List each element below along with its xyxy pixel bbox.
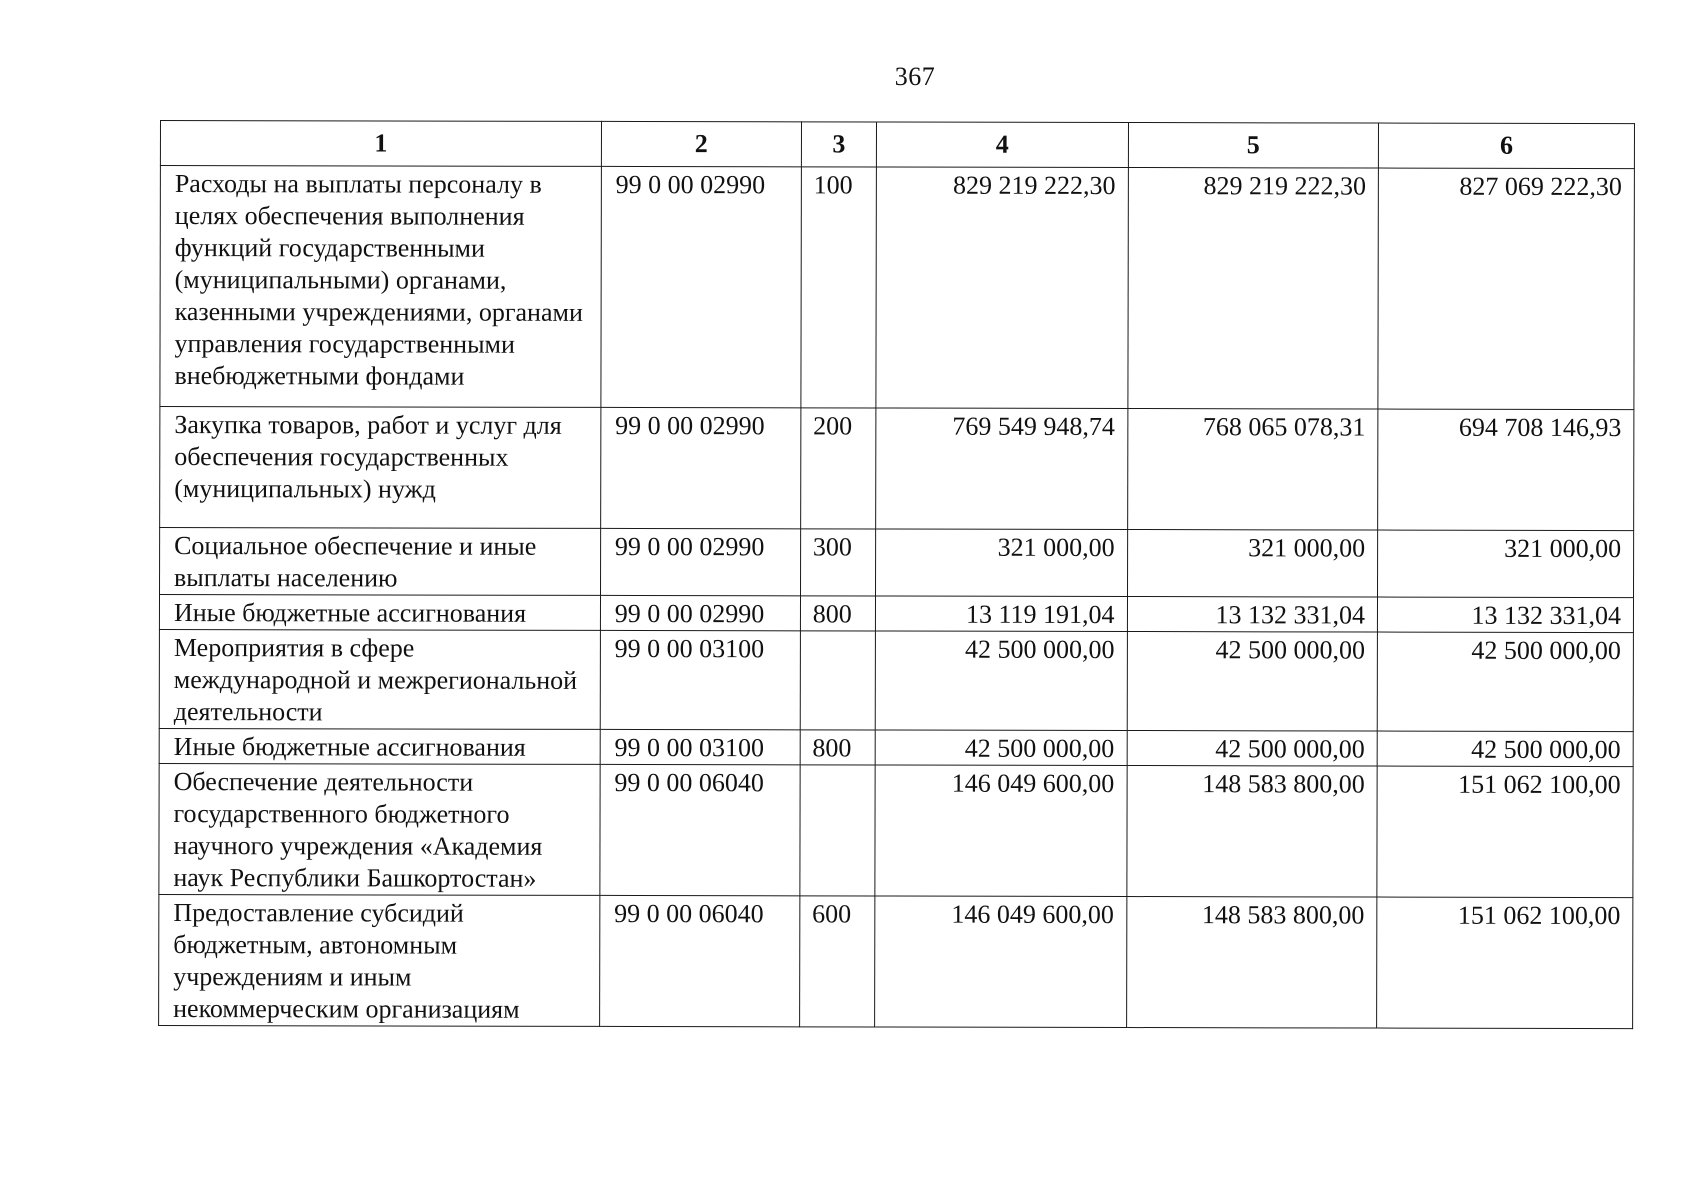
row-amount-1: 321 000,00 [876,529,1128,597]
row-name: Расходы на выплаты персоналу в целях обеспечения выполнения функций государственными (муниципальными) органами, казенными учреждениями, органами управления государственными внебюджетными фондами [160,166,601,408]
row-name: Предоставление субсидий бюджетным, автономным учреждениям и иным некоммерческим организациям [159,894,600,1026]
table-row [160,407,1634,531]
row-amount-2: 148 583 800,00 [1126,897,1377,1029]
row-type [800,631,875,730]
row-amount-1: 146 049 600,00 [875,765,1127,897]
row-amount-1: 42 500 000,00 [875,631,1127,731]
row-code: 99 0 00 03100 [600,630,800,729]
row-amount-2: 829 219 222,30 [1127,168,1378,410]
row-name: Иные бюджетные ассигнования [159,728,600,764]
table-row [159,728,1633,766]
row-type: 600 [799,896,875,1027]
header-col-5: 5 [1128,123,1379,169]
header-col-3: 3 [801,122,876,167]
row-amount-3: 151 062 100,00 [1377,766,1633,898]
row-amount-3: 321 000,00 [1378,530,1634,598]
row-code: 99 0 00 06040 [600,764,800,895]
table-row [160,166,1635,410]
page-number: 367 [894,62,936,91]
row-amount-1: 769 549 948,74 [876,408,1128,530]
row-amount-2: 148 583 800,00 [1126,766,1377,898]
header-col-1: 1 [160,121,601,167]
row-amount-2: 42 500 000,00 [1127,731,1378,767]
row-amount-2: 768 065 078,31 [1127,409,1378,531]
row-code: 99 0 00 02990 [600,407,800,528]
row-amount-2: 321 000,00 [1127,530,1378,598]
row-amount-3: 13 132 331,04 [1378,597,1634,633]
row-type [800,765,876,896]
header-col-4: 4 [876,122,1128,168]
row-amount-1: 829 219 222,30 [876,167,1128,409]
row-code: 99 0 00 03100 [600,729,800,764]
row-amount-3: 151 062 100,00 [1377,897,1633,1029]
row-amount-3: 827 069 222,30 [1378,168,1634,410]
table-row [159,763,1633,897]
header-col-6: 6 [1378,123,1634,169]
row-type: 800 [800,596,875,631]
header-row [160,121,1634,169]
table-row [159,595,1633,633]
row-code: 99 0 00 02990 [600,595,800,630]
table-row [160,528,1634,598]
row-name: Закупка товаров, работ и услуг для обеспечения государственных (муниципальных) нужд [160,407,601,529]
row-amount-3: 42 500 000,00 [1377,632,1633,732]
row-amount-1: 42 500 000,00 [875,730,1127,766]
row-type: 300 [800,529,875,596]
row-name: Социальное обеспечение и иные выплаты населению [160,528,601,596]
row-amount-2: 13 132 331,04 [1127,597,1378,633]
table-row [159,629,1633,731]
row-code: 99 0 00 02990 [600,528,800,595]
row-code: 99 0 00 02990 [601,166,801,407]
row-amount-1: 146 049 600,00 [875,896,1127,1028]
row-amount-1: 13 119 191,04 [875,596,1127,632]
row-code: 99 0 00 06040 [599,895,799,1026]
budget-table [158,120,1635,1029]
table-row [159,894,1633,1028]
row-type: 800 [800,730,875,765]
row-name: Мероприятия в сфере международной и межрегиональной деятельности [159,629,600,729]
row-type: 200 [800,408,876,529]
table-header [160,121,1634,169]
row-name: Обеспечение деятельности государственного бюджетного научного учреждения «Академия наук Республики Башкортостан» [159,763,600,895]
row-amount-2: 42 500 000,00 [1127,632,1378,732]
row-amount-3: 694 708 146,93 [1378,409,1634,531]
row-type: 100 [801,167,877,408]
row-amount-3: 42 500 000,00 [1377,731,1633,767]
header-col-2: 2 [601,121,801,166]
table-body [159,166,1635,1029]
row-name: Иные бюджетные ассигнования [159,595,600,631]
